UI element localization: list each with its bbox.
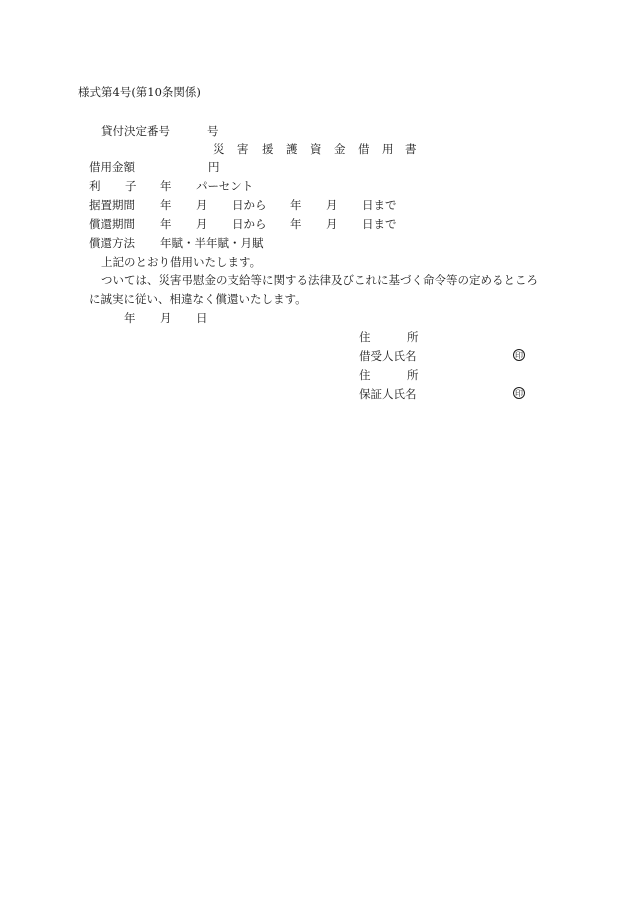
title-char: 資 [310, 142, 322, 156]
title-char: 借 [358, 142, 370, 156]
loan-amount-unit: 円 [208, 160, 220, 174]
guarantor-address-label-b: 所 [407, 368, 419, 382]
repayment-day-until: 日まで [362, 217, 397, 231]
deferment-year-end: 年 [290, 198, 302, 212]
guarantor-name-label: 保証人氏名 [359, 387, 417, 401]
date-day: 日 [196, 311, 208, 325]
borrower-address-label-b: 所 [407, 330, 419, 344]
repayment-day-from: 日から [232, 217, 267, 231]
loan-amount-label: 借用金額 [89, 160, 135, 174]
deferment-day-until: 日まで [362, 198, 397, 212]
repayment-method-value: 年賦・半年賦・月賦 [160, 236, 264, 250]
guarantor-address-label-a: 住 [359, 368, 371, 382]
body-line-3: に誠実に従い、相違なく償還いたします。 [89, 292, 307, 306]
repayment-method-label: 償還方法 [89, 236, 135, 250]
repayment-year-start: 年 [160, 217, 172, 231]
repayment-period-label: 償還期間 [89, 217, 135, 231]
repayment-month-end: 月 [326, 217, 338, 231]
title-char: 金 [334, 142, 346, 156]
title-char: 書 [405, 142, 417, 156]
interest-label-a: 利 [89, 179, 101, 193]
interest-year: 年 [160, 179, 172, 193]
title-char: 援 [262, 142, 274, 156]
body-line-2: ついては、災害弔慰金の支給等に関する法律及びこれに基づく命令等の定めるところ [101, 273, 538, 287]
body-line-1: 上記のとおり借用いたします。 [101, 255, 262, 269]
borrower-seal-icon: 印 [515, 351, 523, 360]
borrower-address-label-a: 住 [359, 330, 371, 344]
title-char: 災 [213, 142, 225, 156]
decision-number-label: 貸付決定番号 [101, 124, 170, 138]
title-char: 害 [237, 142, 249, 156]
deferment-period-label: 据置期間 [89, 198, 135, 212]
deferment-day-from: 日から [232, 198, 267, 212]
deferment-month-end: 月 [326, 198, 338, 212]
borrower-name-label: 借受人氏名 [359, 349, 417, 363]
title-char: 護 [286, 142, 298, 156]
title-char: 用 [382, 142, 394, 156]
repayment-month-start: 月 [196, 217, 208, 231]
deferment-month-start: 月 [196, 198, 208, 212]
deferment-year-start: 年 [160, 198, 172, 212]
interest-label-b: 子 [125, 179, 137, 193]
repayment-year-end: 年 [290, 217, 302, 231]
date-month: 月 [160, 311, 172, 325]
date-year: 年 [124, 311, 136, 325]
guarantor-seal-icon: 印 [515, 389, 523, 398]
decision-number-suffix: 号 [207, 124, 219, 138]
form-number-label: 様式第4号(第10条関係) [78, 85, 201, 99]
interest-rate-unit: パーセント [196, 179, 254, 193]
